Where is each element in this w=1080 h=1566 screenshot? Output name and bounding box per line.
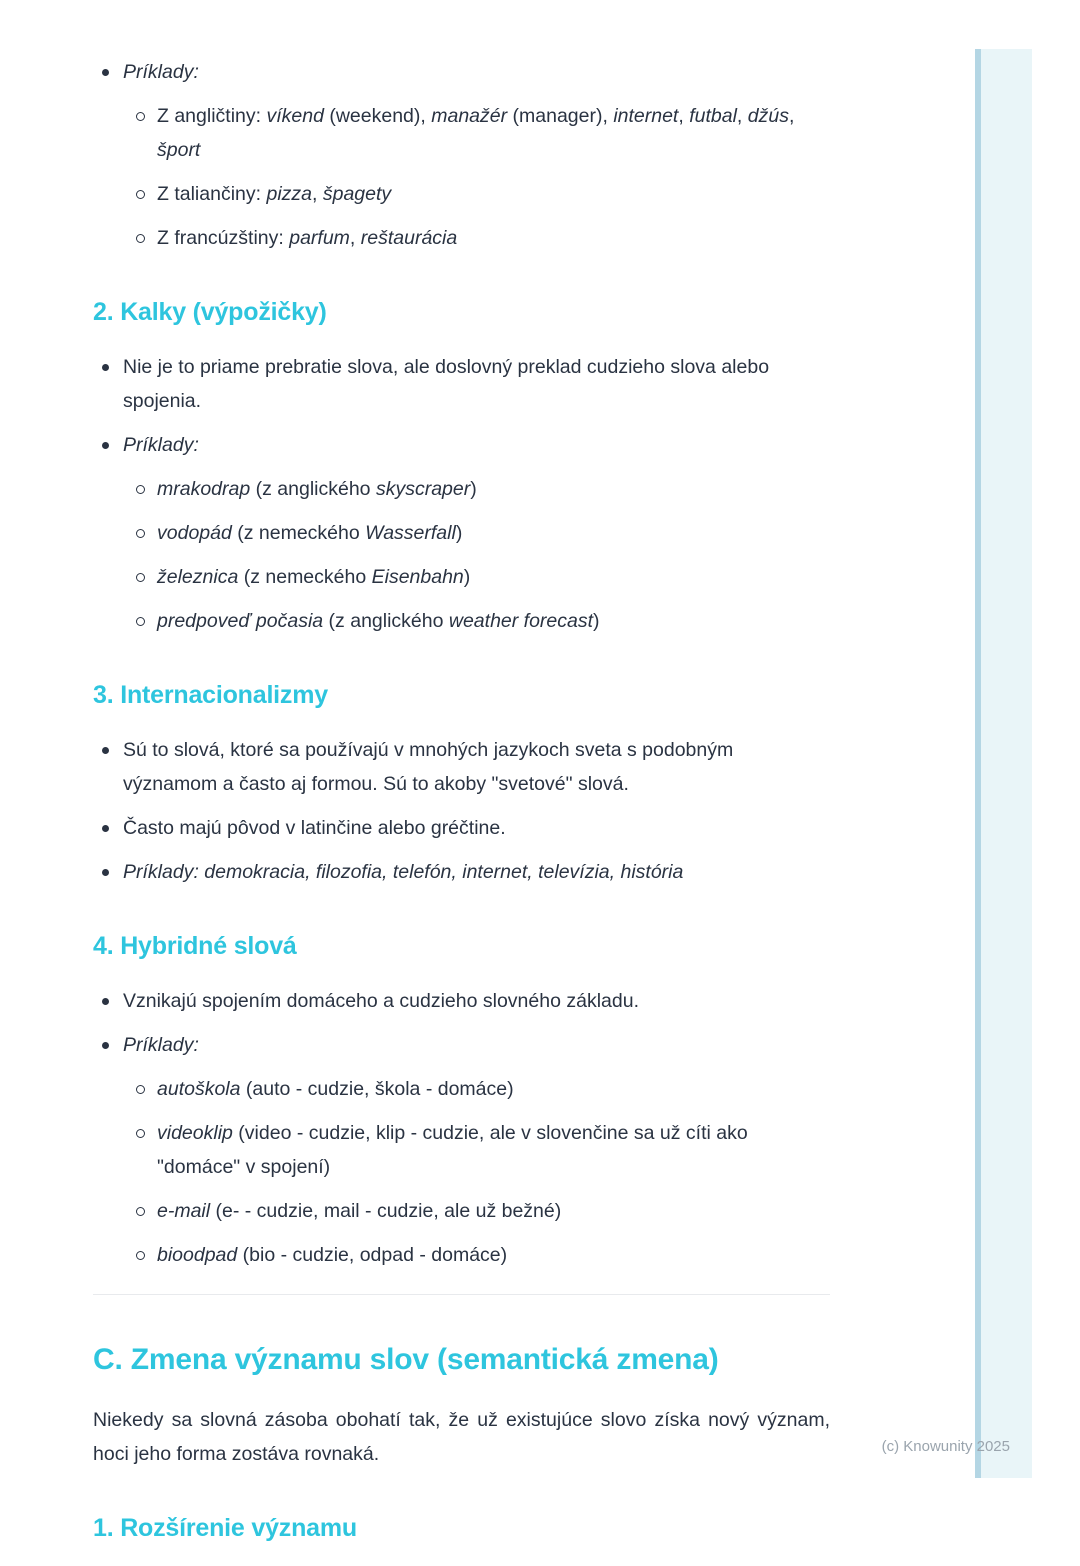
text-run: železnica <box>157 566 239 588</box>
bullet-list <box>93 984 830 1272</box>
list-item-text <box>157 478 477 500</box>
text-run: parfum <box>289 227 350 249</box>
text-run: vodopád <box>157 522 232 544</box>
text-run: Z angličtiny: <box>157 105 267 127</box>
text-run: weather forecast <box>448 610 594 632</box>
text-run: (z nemeckého <box>238 566 372 588</box>
list-item <box>93 221 830 255</box>
list-item <box>93 984 830 1018</box>
text-run: e-mail <box>157 1200 211 1222</box>
list-item <box>93 99 830 167</box>
bullet-dot-icon <box>102 825 109 832</box>
text-run: videoklip <box>157 1122 233 1144</box>
list-item-text <box>157 1122 748 1178</box>
list-item <box>93 855 830 889</box>
document-content <box>93 55 830 1566</box>
bullet-list <box>93 55 830 255</box>
bullet-circle-icon <box>136 1085 145 1094</box>
text-run: Z taliančiny: <box>157 183 267 205</box>
bullet-circle-icon <box>136 617 145 626</box>
list-item <box>93 560 830 594</box>
bullet-dot-icon <box>102 869 109 876</box>
text-run: Niekedy sa slovná zásoba obohatí tak, že už existujúce slovo získa nový význam, hoci jeho forma zostáva rovnaká. <box>93 1409 830 1465</box>
bullet-dot-icon <box>102 747 109 754</box>
bullet-dot-icon <box>102 364 109 371</box>
text-run: autoškola <box>157 1078 241 1100</box>
list-item <box>93 1028 830 1062</box>
list-item-text <box>123 739 733 795</box>
text-run: ) <box>455 522 463 544</box>
text-run: Príklady: <box>123 1034 199 1056</box>
bullet-list <box>93 733 830 889</box>
text-run: , <box>736 105 748 127</box>
text-run: (manager), <box>507 105 614 127</box>
list-item-text <box>157 1244 507 1266</box>
list-item <box>93 428 830 462</box>
text-run: Nie je to priame prebratie slova, ale doslovný preklad cudzieho slova alebo spojenia. <box>123 356 770 412</box>
text-run: Z francúzštiny: <box>157 227 290 249</box>
list-item <box>93 350 830 418</box>
text-run: , <box>349 227 361 249</box>
list-item <box>93 1194 830 1228</box>
bullet-circle-icon <box>136 1129 145 1138</box>
text-run: džús <box>747 105 789 127</box>
bullet-dot-icon <box>102 1042 109 1049</box>
text-run: ) <box>463 566 471 588</box>
list-item-text <box>157 522 462 544</box>
bullet-circle-icon <box>136 573 145 582</box>
text-run: šport <box>157 139 201 161</box>
section-divider <box>93 1294 830 1295</box>
list-item-text <box>157 183 391 205</box>
text-run: manažér <box>431 105 508 127</box>
text-run: Príklady: <box>123 434 199 456</box>
text-run: internet <box>613 105 679 127</box>
text-run: reštaurácia <box>360 227 458 249</box>
text-run: pizza <box>266 183 312 205</box>
list-item <box>93 1072 830 1106</box>
bullet-circle-icon <box>136 485 145 494</box>
text-run: Príklady: demokracia, filozofia, telefón, internet, televízia, história <box>123 861 684 883</box>
text-run: (z anglického <box>323 610 449 632</box>
list-item <box>93 1238 830 1272</box>
list-item-text <box>157 105 794 161</box>
list-item-text <box>123 1034 199 1056</box>
bullet-list <box>93 350 830 638</box>
list-item-text <box>123 434 199 456</box>
text-run: predpoveď počasia <box>157 610 324 632</box>
right-margin-highlight-bar <box>975 49 1032 1478</box>
list-item <box>93 811 830 845</box>
list-item-text <box>157 610 600 632</box>
list-item-text <box>157 1200 561 1222</box>
text-run: (e- - cudzie, mail - cudzie, ale už bežné) <box>210 1200 562 1222</box>
bullet-circle-icon <box>136 529 145 538</box>
text-run: (weekend), <box>323 105 432 127</box>
list-item <box>93 1116 830 1184</box>
section-heading: 4. Hybridné slová <box>93 932 297 960</box>
bullet-dot-icon <box>102 442 109 449</box>
list-item-text <box>157 1078 514 1100</box>
text-run: bioodpad <box>157 1244 238 1266</box>
list-item-text <box>123 817 506 839</box>
text-run: skyscraper <box>375 478 471 500</box>
section-heading: C. Zmena významu slov (semantická zmena) <box>93 1343 719 1376</box>
text-run: mrakodrap <box>157 478 251 500</box>
text-run: Vznikajú spojením domáceho a cudzieho slovného základu. <box>123 990 639 1012</box>
text-run: (z nemeckého <box>231 522 366 544</box>
list-item-text <box>157 227 457 249</box>
text-run: , <box>312 183 323 205</box>
bullet-dot-icon <box>102 998 109 1005</box>
text-run: Príklady: <box>123 61 199 83</box>
watermark: (c) Knowunity 2025 <box>881 1438 1010 1455</box>
bullet-dot-icon <box>102 69 109 76</box>
text-run: (z anglického <box>250 478 376 500</box>
list-item <box>93 177 830 211</box>
section-heading: 2. Kalky (výpožičky) <box>93 298 327 326</box>
bullet-circle-icon <box>136 234 145 243</box>
text-run: , <box>788 105 795 127</box>
text-run: (video - cudzie, klip - cudzie, ale v slovenčine sa už cíti ako "domáce" v spojení) <box>157 1122 748 1178</box>
list-item <box>93 733 830 801</box>
list-item <box>93 604 830 638</box>
text-run: Eisenbahn <box>371 566 464 588</box>
text-run: Wasserfall <box>365 522 456 544</box>
text-run: Sú to slová, ktoré sa používajú v mnohých jazykoch sveta s podobným významom a často aj formou. Sú to akoby "svetové" slová. <box>123 739 734 795</box>
text-run: (auto - cudzie, škola - domáce) <box>240 1078 514 1100</box>
list-item-text <box>123 61 199 83</box>
bullet-circle-icon <box>136 112 145 121</box>
text-run: , <box>678 105 690 127</box>
list-item-text <box>157 566 470 588</box>
list-item-text <box>123 356 769 412</box>
section-heading: 1. Rozšírenie významu <box>93 1514 357 1542</box>
list-item <box>93 516 830 550</box>
text-run: ) <box>593 610 600 632</box>
section-heading: 3. Internacionalizmy <box>93 681 328 709</box>
bullet-circle-icon <box>136 190 145 199</box>
paragraph <box>93 1403 830 1471</box>
bullet-circle-icon <box>136 1251 145 1260</box>
list-item-text <box>123 990 639 1012</box>
text-run: futbal <box>689 105 737 127</box>
list-item-text <box>123 861 683 883</box>
text-run: špagety <box>322 183 392 205</box>
text-run: Často majú pôvod v latinčine alebo gréčtine. <box>123 817 506 839</box>
text-run: ) <box>470 478 477 500</box>
list-item <box>93 55 830 89</box>
list-item <box>93 472 830 506</box>
bullet-circle-icon <box>136 1207 145 1216</box>
text-run: (bio - cudzie, odpad - domáce) <box>237 1244 508 1266</box>
text-run: víkend <box>266 105 324 127</box>
